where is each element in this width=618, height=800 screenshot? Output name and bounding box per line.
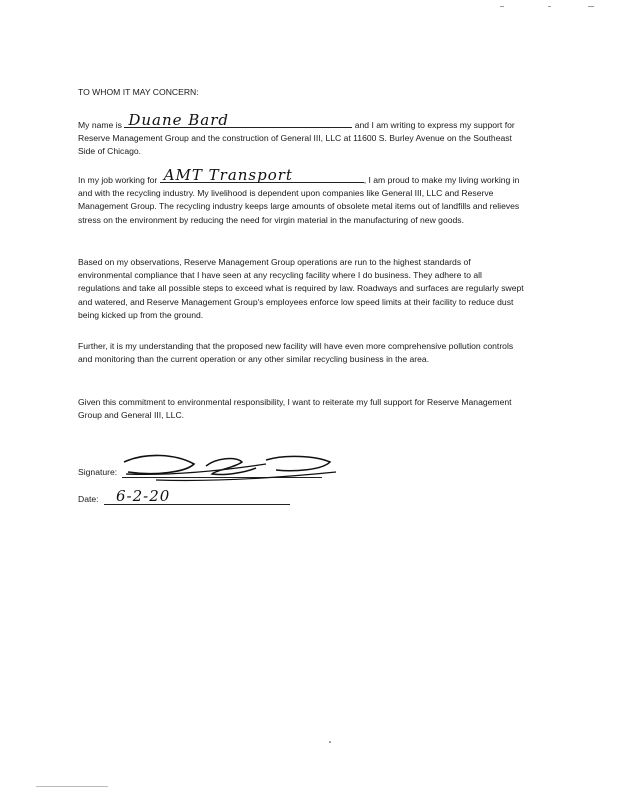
signature-label: Signature: [78, 467, 118, 477]
handwritten-date: 6-2-20 [116, 487, 171, 505]
scan-dot [329, 741, 331, 743]
closing-paragraph: Given this commitment to environmental responsibility, I want to reiterate my full support for Reserve Management Group and General III, LLC. [78, 397, 512, 421]
scan-speck [36, 786, 108, 787]
job-fill-line [160, 165, 364, 184]
date-label: Date: [78, 494, 99, 504]
compliance-paragraph: Based on my observations, Reserve Management Group operations are run to the highest standards of environmental compliance that I have seen at any recycling facility where I do business. They adhere to all regulations and take all possible steps to exceed what is required by law. Roadways and surfaces are regularly swept and watered, and Reserve Management Group's employees enforce low speed limits at their facility to reduce dust being kicked up from the ground. [78, 257, 524, 320]
name-after-text: and I am writing to express my support for Reserve Management Group and the construction of General III, LLC at 11600 S. Burley Avenue on the Southeast Side of Chicago. [78, 120, 515, 157]
facility-paragraph: Further, it is my understanding that the proposed new facility will have even more comprehensive pollution controls and monitoring than the current operation or any other similar recycling business in the area. [78, 341, 514, 365]
handwritten-employer: AMT Transport [163, 165, 293, 184]
salutation: TO WHOM IT MAY CONCERN: [78, 87, 199, 97]
scan-speck [548, 6, 551, 7]
handwritten-signature [116, 446, 356, 486]
name-fill-line [124, 110, 352, 129]
date-row [78, 487, 318, 510]
name-label: My name is [78, 120, 122, 130]
handwritten-name: Duane Bard [128, 110, 230, 129]
job-paragraph [78, 165, 524, 227]
intro-paragraph [78, 110, 524, 159]
job-after-text: , I am proud to make my living working in and with the recycling industry. My livelihood is dependent upon companies like General III, LLC and Reserve Management Group. The recycling industry keeps large amounts of obsolete metal items out of landfills and relieves stress on the environment by reducing the need for virgin material in the manufacturing of new goods. [78, 175, 520, 225]
scan-speck [500, 6, 504, 7]
scan-speck [588, 6, 594, 7]
job-label: In my job working for [78, 175, 158, 185]
